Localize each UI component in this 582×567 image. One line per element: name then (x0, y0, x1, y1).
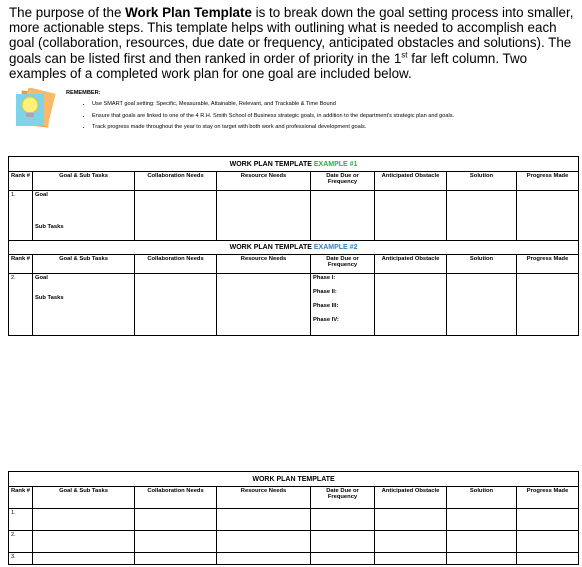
intro-bold-title: Work Plan Template (125, 5, 252, 20)
remember-heading: REMEMBER: (66, 90, 101, 96)
col-header-date-due: Date Due or Frequency (311, 487, 375, 509)
col-header-date-due: Date Due or Frequency (311, 172, 375, 191)
col-header-progress: Progress Made (517, 487, 579, 509)
subtasks-label: Sub Tasks (35, 295, 64, 301)
col-header-resource: Resource Needs (217, 255, 311, 274)
progress-cell[interactable] (517, 531, 579, 553)
collaboration-cell[interactable] (135, 553, 217, 565)
col-header-obstacle: Anticipated Obstacle (375, 172, 447, 191)
col-header-goal: Goal & Sub Tasks (33, 255, 135, 274)
table-row (9, 274, 579, 336)
goal-cell[interactable] (33, 274, 135, 336)
intro-superscript: st (401, 50, 408, 60)
lightbulb-icon (14, 88, 56, 130)
collaboration-cell[interactable] (135, 191, 217, 241)
date-due-cell[interactable] (311, 509, 375, 531)
table-row (9, 509, 579, 531)
table-title (9, 240, 579, 255)
col-header-resource: Resource Needs (217, 172, 311, 191)
remember-item: • Track progress made throughout the year to stay on target with both work and professional development goals. (92, 123, 576, 131)
date-due-cell[interactable] (311, 274, 375, 336)
col-header-date-due: Date Due or Frequency (311, 255, 375, 274)
col-header-resource: Resource Needs (217, 487, 311, 509)
progress-cell[interactable] (517, 274, 579, 336)
remember-item: • Ensure that goals are linked to one of the 4 R.H. Smith School of Business strategic goals, in addition to the department's strategic plan and goals. (92, 112, 576, 120)
rank-cell[interactable]: 1. (9, 191, 33, 241)
col-header-progress: Progress Made (517, 255, 579, 274)
collaboration-cell[interactable] (135, 531, 217, 553)
table-title-text: WORK PLAN TEMPLATE (229, 243, 314, 251)
example-label: EXAMPLE #2 (313, 243, 358, 251)
rank-cell[interactable]: 3. (9, 553, 33, 565)
progress-cell[interactable] (517, 553, 579, 565)
table-header-row (9, 487, 579, 509)
resource-cell[interactable] (217, 553, 311, 565)
table-title: WORK PLAN TEMPLATE (9, 472, 579, 487)
obstacle-cell[interactable] (375, 553, 447, 565)
work-plan-table-example-2 (8, 240, 579, 336)
solution-cell[interactable] (447, 553, 517, 565)
col-header-rank: Rank # (9, 255, 33, 274)
table-title (9, 157, 579, 172)
col-header-solution: Solution (447, 172, 517, 191)
col-header-goal: Goal & Sub Tasks (33, 487, 135, 509)
col-header-collaboration: Collaboration Needs (135, 487, 217, 509)
goal-cell[interactable] (33, 531, 135, 553)
resource-cell[interactable] (217, 274, 311, 336)
progress-cell[interactable] (517, 191, 579, 241)
obstacle-cell[interactable] (375, 509, 447, 531)
table-header-row (9, 255, 579, 274)
table-row (9, 191, 579, 241)
goal-cell[interactable] (33, 553, 135, 565)
phase-label: Phase III: (313, 303, 339, 309)
remember-box (66, 89, 576, 134)
col-header-collaboration: Collaboration Needs (135, 255, 217, 274)
col-header-rank: Rank # (9, 487, 33, 509)
rank-cell[interactable]: 2. (9, 531, 33, 553)
solution-cell[interactable] (447, 274, 517, 336)
goal-cell[interactable] (33, 509, 135, 531)
date-due-cell[interactable] (311, 191, 375, 241)
goal-label: Goal (35, 192, 48, 198)
phase-label: Phase II: (313, 289, 337, 295)
work-plan-table-blank (8, 471, 579, 565)
collaboration-cell[interactable] (135, 274, 217, 336)
col-header-obstacle: Anticipated Obstacle (375, 255, 447, 274)
col-header-obstacle: Anticipated Obstacle (375, 487, 447, 509)
table-title-text: WORK PLAN TEMPLATE (229, 160, 314, 168)
solution-cell[interactable] (447, 509, 517, 531)
phase-label: Phase I: (313, 275, 336, 281)
subtasks-label: Sub Tasks (35, 224, 64, 230)
remember-list (66, 100, 576, 131)
example-label: EXAMPLE #1 (313, 160, 358, 168)
obstacle-cell[interactable] (375, 191, 447, 241)
col-header-solution: Solution (447, 487, 517, 509)
obstacle-cell[interactable] (375, 274, 447, 336)
work-plan-table-example-1 (8, 156, 579, 241)
collaboration-cell[interactable] (135, 509, 217, 531)
solution-cell[interactable] (447, 531, 517, 553)
col-header-rank: Rank # (9, 172, 33, 191)
goal-cell[interactable] (33, 191, 135, 241)
remember-item: • Use SMART goal setting: Specific, Measurable, Attainable, Relevant, and Trackable & Time Bound (92, 100, 576, 108)
resource-cell[interactable] (217, 191, 311, 241)
col-header-collaboration: Collaboration Needs (135, 172, 217, 191)
progress-cell[interactable] (517, 509, 579, 531)
goal-label: Goal (35, 275, 48, 281)
col-header-progress: Progress Made (517, 172, 579, 191)
intro-text-1: The purpose of the (9, 5, 126, 20)
obstacle-cell[interactable] (375, 531, 447, 553)
table-row (9, 531, 579, 553)
date-due-cell[interactable] (311, 553, 375, 565)
table-header-row (9, 172, 579, 191)
intro-paragraph (9, 5, 575, 81)
rank-cell[interactable]: 2. (9, 274, 33, 336)
phase-label: Phase IV: (313, 317, 339, 323)
resource-cell[interactable] (217, 531, 311, 553)
solution-cell[interactable] (447, 191, 517, 241)
intro-text-2: is to break down the goal setting process into smaller, more actionable steps. This template helps with outlining what is needed to accomplish each goal (collaboration, resources, due date or frequency, anticipated obstacles and solutions). The goals can be listed first and then ranked in order of priority in the 1 (9, 5, 574, 66)
date-due-cell[interactable] (311, 531, 375, 553)
intro-text-3: far left column. Two examples of a completed work plan for one goal are included below. (9, 50, 528, 81)
col-header-solution: Solution (447, 255, 517, 274)
resource-cell[interactable] (217, 509, 311, 531)
table-row (9, 553, 579, 565)
col-header-goal: Goal & Sub Tasks (33, 172, 135, 191)
rank-cell[interactable]: 1. (9, 509, 33, 531)
